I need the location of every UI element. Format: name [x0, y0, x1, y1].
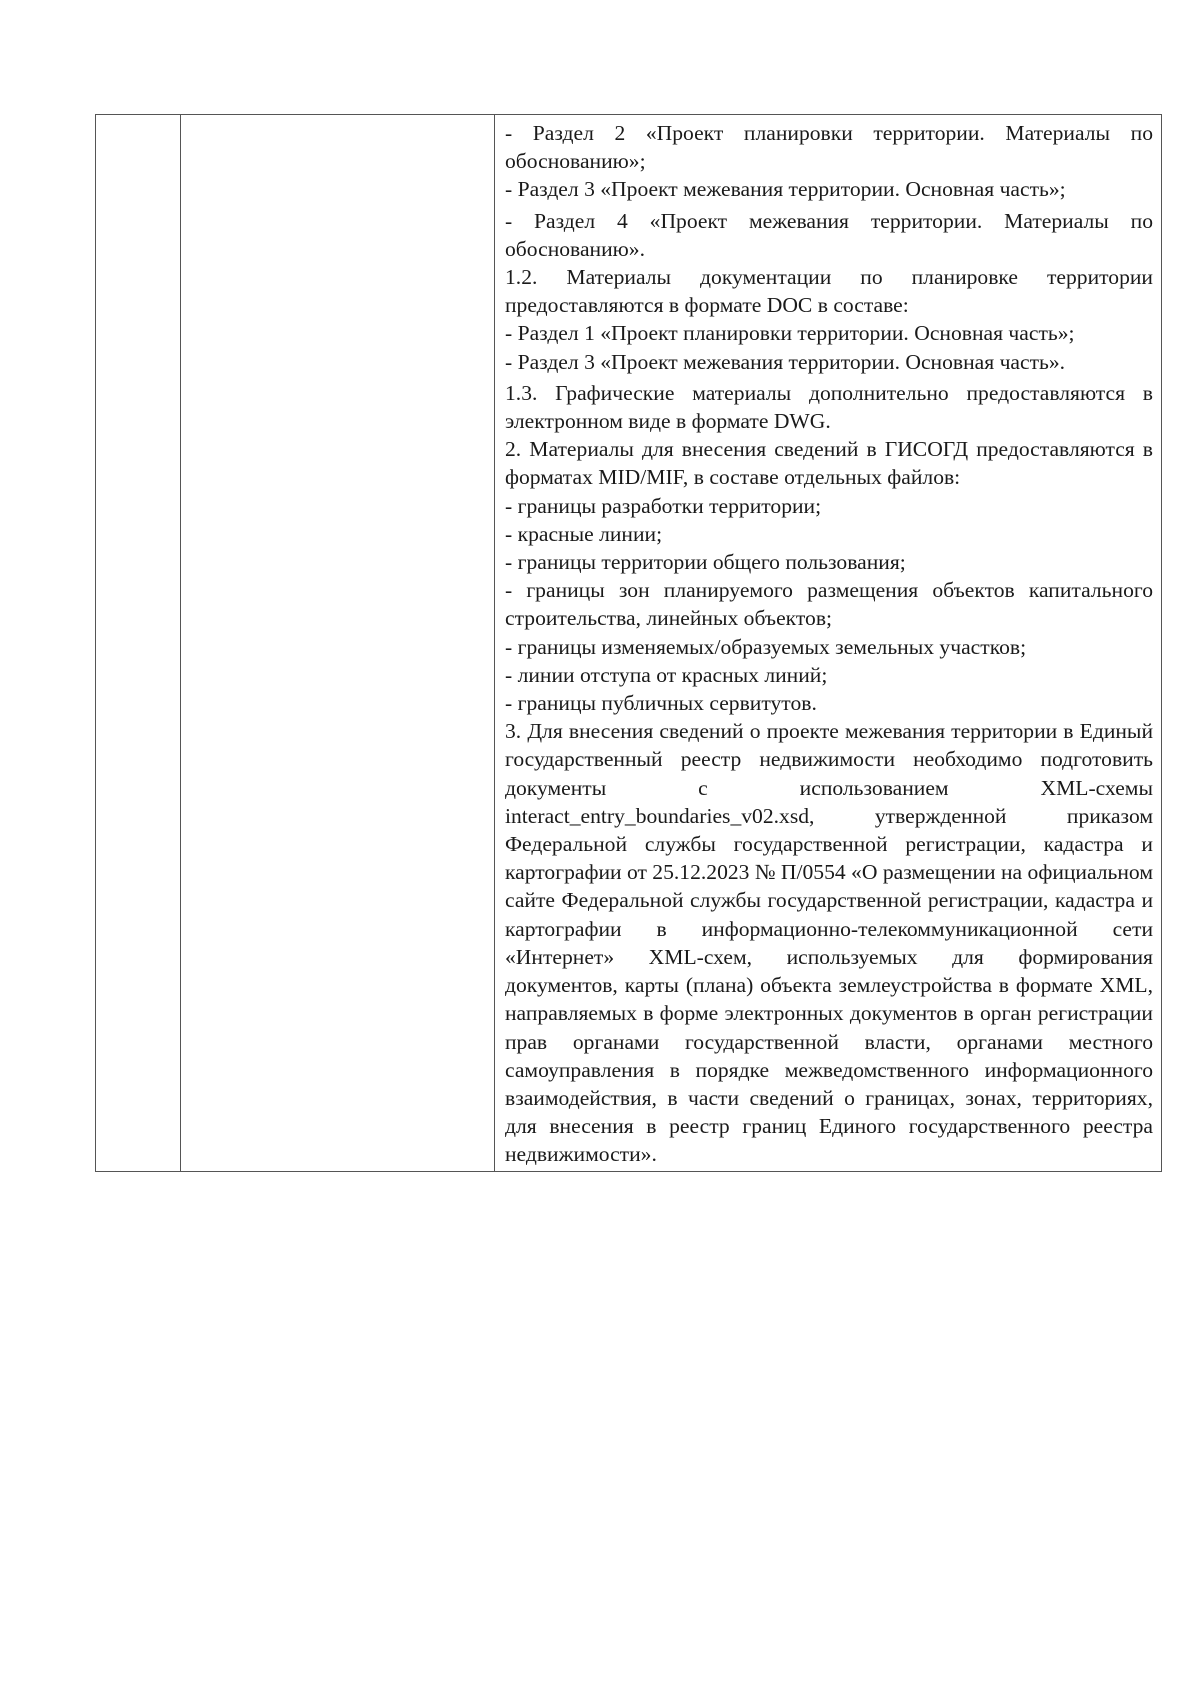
table-cell-title	[181, 115, 495, 1172]
paragraph-section-3: - Раздел 3 «Проект межевания территории. Основная часть»;	[505, 177, 1066, 202]
cell-number-text	[96, 115, 180, 121]
paragraph-doc-section-3: - Раздел 3 «Проект межевания территории. Основная часть».	[505, 349, 1066, 374]
paragraph-3: 3. Для внесения сведений о проекте межевания территории в Единый государственный реестр недвижимости необходимо подготовить документы с использованием XML-схемы interact_entry_boundaries_v02.xsd, утвержденной приказом Федеральной службы государственной регистрации, кадастра и картографии от 25.12.2023 № П/0554 «О размещении на официальном сайте Федеральной службы государственной регистрации, кадастра и картографии в информационно-телекоммуникационной сети «Интернет» XML-схем, используемых для формирования документов, карты (плана) объекта землеустройства в формате XML, направляемых в форме электронных документов в орган регистрации прав органами государственной власти, органами местного самоуправления в порядке межведомственного информационного взаимодействия, в части сведений о границах, зонах, территориях, для внесения в реестр границ Единого государственного реестра недвижимости».	[505, 719, 1153, 1167]
list-item: - границы изменяемых/образуемых земельных участков;	[505, 634, 1027, 659]
table-row	[96, 115, 1162, 1172]
document-table	[95, 114, 1162, 1172]
table-cell-content	[495, 115, 1162, 1172]
paragraph-section-4: - Раздел 4 «Проект межевания территории. Материалы по обоснованию».	[505, 208, 1153, 261]
paragraph-1-2: 1.2. Материалы документации по планировке территории предоставляются в формате DOC в составе:	[505, 265, 1153, 318]
list-item: - линии отступа от красных линий;	[505, 662, 828, 687]
paragraph-doc-section-1: - Раздел 1 «Проект планировки территории. Основная часть»;	[505, 321, 1075, 346]
paragraph-2: 2. Материалы для внесения сведений в ГИСОГД предоставляются в форматах MID/MIF, в составе отдельных файлов:	[505, 437, 1153, 490]
list-item: - границы разработки территории;	[505, 493, 822, 518]
cell-title-text	[181, 115, 494, 121]
paragraph-section-2: - Раздел 2 «Проект планировки территории. Материалы по обоснованию»;	[505, 121, 1153, 174]
table-cell-number	[96, 115, 181, 1172]
list-item: - границы публичных сервитутов.	[505, 691, 817, 716]
list-item: - границы территории общего пользования;	[505, 550, 906, 575]
list-item: - красные линии;	[505, 521, 663, 546]
paragraph-1-3: 1.3. Графические материалы дополнительно предоставляются в электронном виде в формате DWG.	[505, 380, 1153, 434]
content-text-block	[495, 115, 1161, 1171]
list-item: - границы зон планируемого размещения объектов капитального строительства, линейных объектов;	[505, 578, 1153, 631]
